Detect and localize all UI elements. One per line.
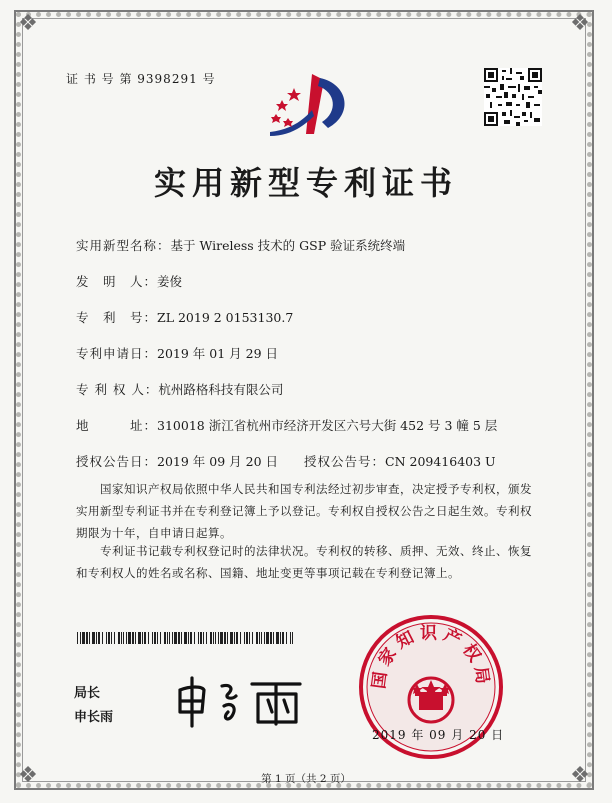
field-grant-number [304, 452, 496, 470]
corner-ornament-icon: ❖ [18, 11, 38, 36]
field-value: 基于 Wireless 技术的 GSP 验证系统终端 [170, 238, 406, 253]
page-indicator: 第 1 页（共 2 页） [261, 773, 351, 785]
field-patent-number [76, 308, 293, 326]
body-paragraph: 专利证书记载专利权登记时的法律状况。专利权的转移、质押、无效、终止、恢复和专利权人的姓名或名称、国籍、地址变更等事项记载在专利登记簿上。 [76, 544, 532, 580]
field-label: 专 利 号： [76, 310, 158, 325]
field-value: 姜俊 [157, 274, 183, 289]
certificate-title: 实用新型专利证书 [153, 164, 458, 202]
field-value: 2019 年 01 月 29 日 [157, 346, 279, 361]
body-paragraph: 国家知识产权局依照中华人民共和国专利法经过初步审查，决定授予专利权，颁发实用新型专利证书并在专利登记簿上予以登记。专利权自授权公告之日起生效。专利权期限为十年，自申请日起算。 [76, 482, 532, 540]
field-patentee [76, 380, 283, 398]
certificate-number-value: 9398291 [137, 72, 198, 86]
certificate-number [66, 70, 216, 87]
field-value: 杭州路格科技有限公司 [158, 382, 284, 397]
barcode-icon [77, 632, 293, 644]
certificate-number-suffix: 号 [202, 72, 216, 86]
certificate-number-label: 证 书 号 第 [66, 72, 133, 86]
patent-office-logo-icon [262, 70, 354, 142]
field-label: 授权公告号： [304, 454, 386, 469]
corner-ornament-icon: ❖ [18, 763, 38, 788]
field-label: 地 址： [76, 418, 158, 433]
field-application-date [76, 344, 278, 362]
field-label: 授权公告日： [76, 454, 158, 469]
field-label: 实用新型名称： [76, 238, 171, 253]
director-name: 申长雨 [74, 710, 114, 725]
corner-ornament-icon: ❖ [570, 11, 590, 36]
field-inventor [76, 272, 182, 290]
handwritten-signature-icon [172, 672, 312, 728]
director-title: 局长 [74, 686, 101, 701]
field-label: 专 利 权 人： [76, 382, 159, 397]
seal-text: 国家知识产权局 [369, 623, 493, 690]
field-label: 专利申请日： [76, 346, 158, 361]
field-label: 发 明 人： [76, 274, 158, 289]
field-value: ZL 2019 2 0153130.7 [157, 310, 294, 325]
field-value: CN 209416403 U [385, 454, 496, 469]
qr-code-icon [484, 68, 542, 126]
field-address [76, 416, 497, 434]
corner-ornament-icon: ❖ [570, 763, 590, 788]
field-grant-date [76, 452, 278, 470]
seal-date: 2019 年 09 月 20 日 [372, 728, 505, 742]
field-utility-model-name [76, 236, 405, 254]
field-value: 310018 浙江省杭州市经济开发区六号大街 452 号 3 幢 5 层 [157, 418, 498, 433]
field-value: 2019 年 09 月 20 日 [157, 454, 279, 469]
